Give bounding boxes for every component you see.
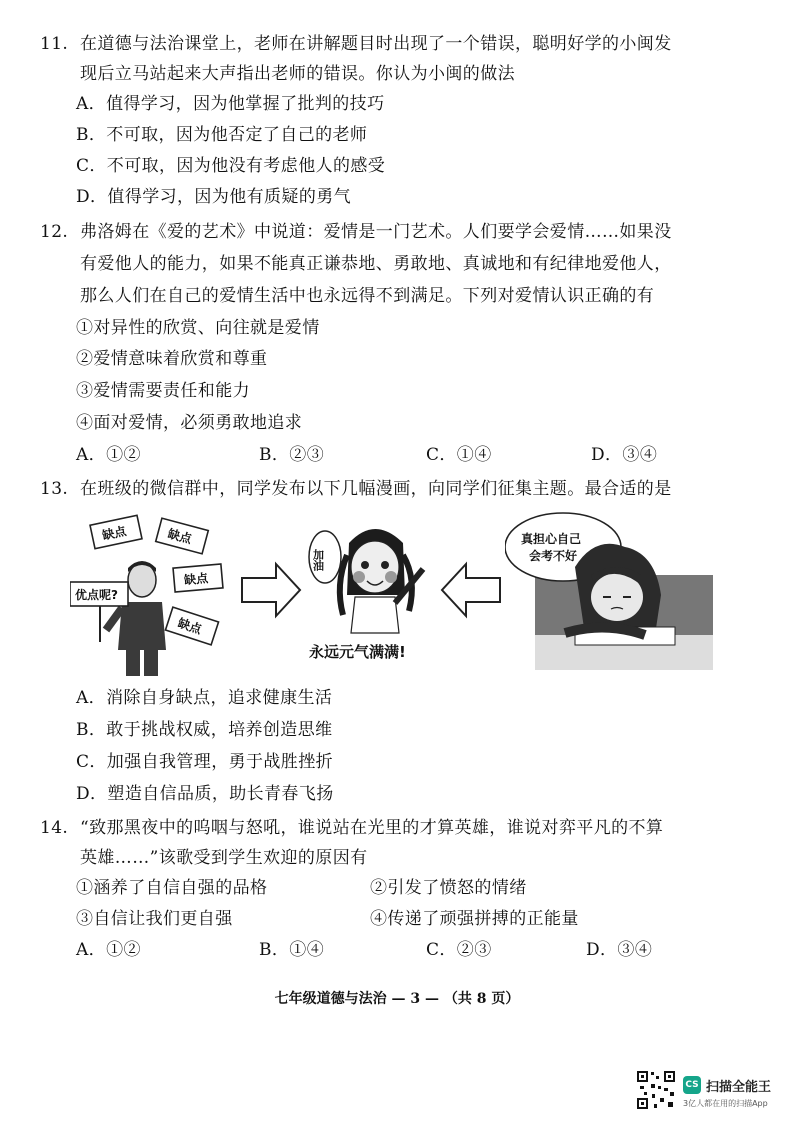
q14-stem-line2: 英雄……”该歌受到学生欢迎的原因有 [80,848,368,868]
q13-option-a: A．消除自身缺点，追求健康生活 [76,688,333,708]
camscanner-tagline: 3亿人都在用的扫描App [683,1099,768,1108]
q13-stem-line1: 13. 在班级的微信群中，同学发布以下几幅漫画，向同学们征集主题。最合适的是 [40,475,672,503]
svg-text:缺点: 缺点 [101,524,128,543]
q13-option-c: C．加强自我管理，勇于战胜挫折 [76,752,334,772]
q12-number: 12. [40,222,69,242]
q12-statement-3: ③爱情需要责任和能力 [76,381,250,401]
svg-text:优点呢?: 优点呢? [75,588,118,602]
cartoon-flaws-man [70,510,240,680]
q12-choice-d: D．③④ [591,445,658,465]
svg-text:缺点: 缺点 [183,571,209,588]
q14-choice-d: D．③④ [586,940,653,960]
flaw-sign-3 [173,564,223,592]
q14-number: 14. [40,818,69,838]
q12-choice-b: B．②③ [259,445,325,465]
cheer-bubble [309,531,341,583]
q14-statement-3: ③自信让我们更自强 [76,909,233,929]
q12-statement-2: ②爱情意味着欣赏和尊重 [76,349,268,369]
q11-option-c: C．不可取，因为他没有考虑他人的感受 [76,156,386,176]
cheer-caption: 永远元气满满! [309,643,406,661]
man-figure [106,561,166,676]
page-footer: 七年级道德与法治 — 3 — （共 8 页） [274,991,520,1007]
camscanner-logo: CS [683,1076,701,1094]
arrow-left-icon [440,560,502,620]
q12-stem-line3: 那么人们在自己的爱情生活中也永远得不到满足。下列对爱情认识正确的有 [80,286,655,306]
q11-number: 11. [40,34,69,54]
q14-stem-line1: 14. “致那黑夜中的呜咽与怒吼，谁说站在光里的才算英雄，谁说对弈平凡的不算 [40,814,663,842]
camscanner-name: 扫描全能王 [706,1080,772,1095]
q14-choice-c: C．②③ [426,940,492,960]
q11-option-d: D．值得学习，因为他有质疑的勇气 [76,187,352,207]
q11-option-b: B．不可取，因为他否定了自己的老师 [76,125,368,145]
q14-statement-1: ①涵养了自信自强的品格 [76,878,268,898]
q11-stem-line2: 现后立马站起来大声指出老师的错误。你认为小闽的做法 [80,64,515,84]
cartoon-worried-girl [505,505,713,670]
q14-choice-a: A．①② [76,940,141,960]
q12-statement-1: ①对异性的欣赏、向往就是爱情 [76,318,320,338]
svg-text:加油: 加油 [311,549,325,571]
q14-choice-b: B．①④ [259,940,325,960]
svg-text:会考不好: 会考不好 [529,549,578,563]
flaw-sign-1 [90,515,142,548]
q12-choice-c: C．①④ [426,445,492,465]
cartoon-cheerful-girl [305,515,445,665]
q11-stem-line1: 11. 在道德与法治课堂上，老师在讲解题目时出现了一个错误，聪明好学的小闽发 [40,30,672,58]
flaw-sign-2 [156,518,209,554]
q13-option-b: B．敢于挑战权威，培养创造思维 [76,720,333,740]
q13-option-d: D．塑造自信品质，助长青春飞扬 [76,784,334,804]
q14-statement-2: ②引发了愤怒的情绪 [370,878,527,898]
q12-statement-4: ④面对爱情，必须勇敢地追求 [76,413,303,433]
q13-number: 13. [40,479,69,499]
q12-stem-line2: 有爱他人的能力，如果不能真正谦恭地、勇敢地、真诚地和有纪律地爱他人， [80,254,672,274]
flaw-sign-4 [165,607,218,645]
qr-code-icon [636,1070,676,1110]
svg-text:缺点: 缺点 [176,615,204,637]
q14-statement-4: ④传递了顽强拼搏的正能量 [370,909,579,929]
arrow-right-icon [240,560,302,620]
q12-choice-a: A．①② [76,445,141,465]
svg-text:缺点: 缺点 [166,526,194,547]
q11-option-a: A．值得学习，因为他掌握了批判的技巧 [76,94,385,114]
q12-stem-line1: 12. 弗洛姆在《爱的艺术》中说道：爱情是一门艺术。人们要学会爱情……如果没 [40,218,672,246]
svg-text:真担心自己: 真担心自己 [521,532,582,546]
